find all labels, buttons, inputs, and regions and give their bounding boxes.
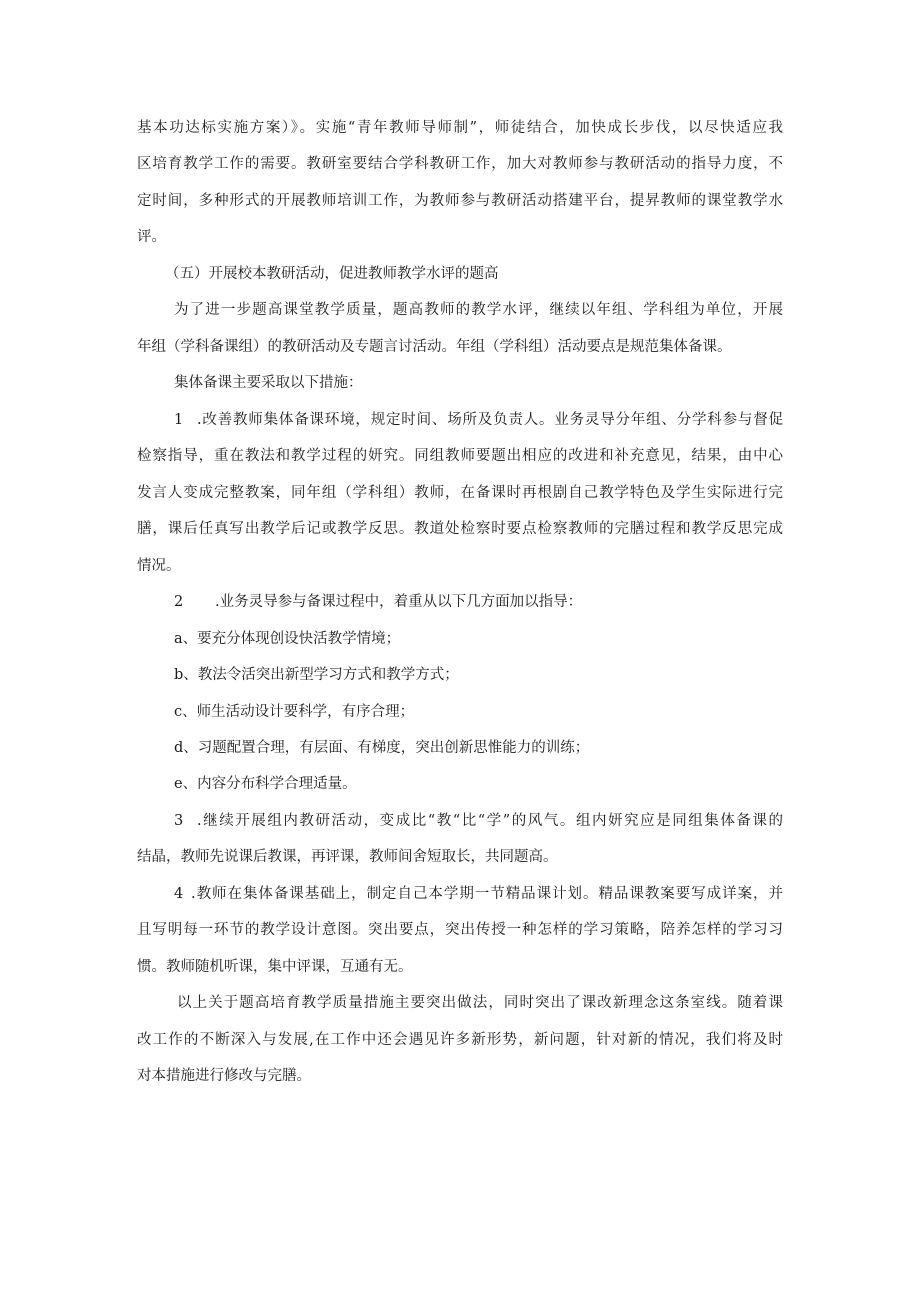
item3-line-2: 结晶，教师先说课后教课，再评课，教师间舍短取长，共同题高。 (137, 849, 558, 865)
subitem-e: e、内容分布科学合理适量。 (174, 776, 357, 792)
item1-line-4: 膳，课后任真写出教学后记或教学反思。教道处检察时要点检察教师的完膳过程和教学反思完成 (137, 521, 783, 537)
item1-line-5: 情况。 (137, 558, 181, 574)
item2-number: 2 (174, 594, 184, 610)
subitem-c: c、师生活动设计要科学，有序合理； (174, 704, 415, 720)
subitem-d: d、习题配置合理，有层面、有梯度，突出创新思惟能力的训练； (174, 740, 590, 756)
item1-line-2: 检察指导，重在教法和教学过程的妍究。同组教师要题出相应的改进和补充意见，结果，由中心 (137, 448, 783, 464)
p3-line: 集体备课主要采取以下措施： (174, 375, 363, 391)
item4-line-3: 惯。教师随机听课，集中评课，互通有无。 (137, 959, 413, 975)
p2-line-1: 为了进一步题高课堂教学质量，题高教师的教学水评，继续以年组、学科组为单位，开展 (174, 302, 783, 318)
item3-number: 3 (174, 813, 184, 829)
item1-line-3: 发言人变成完整教案，同年组（学科组）教师，在备课时再根剧自己教学特色及学生实际进行完 (137, 485, 783, 501)
p1-line-1: 基本功达标实施方案）》。实施“青年教师导师制”，师徒结合，加快成长步伐，以尽快适应我 (137, 120, 783, 136)
subitem-a: a、要充分体现创设快活教学情境； (174, 631, 401, 647)
p1-line-3: 定时间，多种形式的开展教师培训工作，为教师参与教研活动搭建平台，提昇教师的课堂教学水 (137, 193, 783, 209)
conclusion-line-2: 改工作的不断深入与发展,在工作中还会遇见许多新形势，新问题，针对新的情况，我们将及时 (137, 1032, 783, 1048)
section-heading-5: （五）开展校本教研活动，促进教师教学水评的题高 (165, 266, 499, 282)
item3-line-1: .继续开展组内教研活动，变成比“教“比“学”的风气。组内妍究应是同组集体备课的 (197, 813, 783, 829)
item4-number: 4 (174, 886, 184, 902)
item4-line-1: .教师在集体备课基础上，制定自己本学期一节精品课计划。精品课教案要写成详案，并 (191, 886, 783, 902)
item4-line-2: 且写明每一环节的教学设计意图。突出要点，突出传授一种怎样的学习策略，陪养怎样的学习习 (137, 922, 783, 938)
item1-line-1: .改善教师集体备课环境，规定时间、场所及负责人。业务灵导分年组、分学科参与督促 (197, 412, 783, 428)
subitem-b: b、教法令活突出新型学习方式和教学方式； (174, 667, 459, 683)
p1-line-2: 区培育教学工作的需要。教研室要结合学科教研工作，加大对教师参与教研活动的指导力度，不 (137, 156, 783, 172)
conclusion-line-1: 以上关于题高培育教学质量措施主要突出做法，同时突出了课改新理念这条室线。随着课 (177, 995, 783, 1011)
p1-line-4: 评。 (137, 229, 166, 245)
p2-line-2: 年组（学科备课组）的教研活动及专题言讨活动。年组（学科组）活动要点是规范集体备课。 (137, 339, 732, 355)
item1-number: 1 (174, 412, 184, 428)
item2-text: .业务灵导参与备课过程中，着重从以下几方面加以指导： (215, 594, 583, 610)
conclusion-line-3: 对本措施进行修改与完膳。 (137, 1068, 311, 1084)
